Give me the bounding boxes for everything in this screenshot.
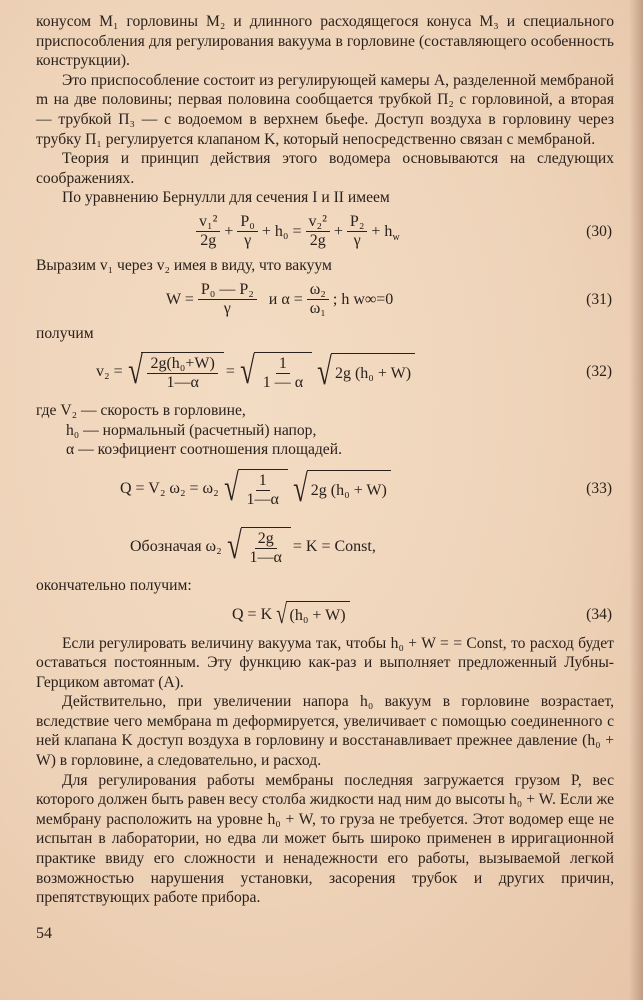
sqrt: √ (h₀ + W) <box>274 601 349 629</box>
equation-32: v₂ = √ $\frac{\text{2g(h₀+W)}}{1—\alpha}$ = √ $\frac{1}{1 — \alpha}$ √ 2g (h₀ + W) (32) <box>96 350 612 394</box>
equation-31: W = $\frac{\text{P₀ — P₂}}{\gamma}$ и α = $\frac{\text{ω₂}}{\text{ω₁}}$ ; h w∞=0 (31) <box>166 281 612 318</box>
book-page <box>36 12 614 943</box>
paragraph-4: По уравнению Бернулли для сечения I и II имеем <box>62 189 390 207</box>
paragraph-9: Действительно, при увеличении напора h₀ вакуум в горловине возрастает, вследствие чего мембрана m деформируется, увеличивает с помощью соединенного с ней клапана K доступ воздуха в горловину и восстанавливает прежнее давление (h₀ + W) в горловине, а следовательно, и расход. <box>36 693 614 770</box>
sqrt: √ $\frac{1}{1 — \alpha}$ <box>237 352 312 392</box>
sqrt: √ 2g (h₀ + W) <box>290 470 391 508</box>
paragraph-8: Если регулировать величину вакуума так, чтобы h₀ + W = = Const, то расход будет оставаться постоянным. Эту функцию как-раз и выполняет предложенный Лубны-Герциком автомат (A). <box>36 634 614 691</box>
definition-item: где V₂ — скорость в горловине, <box>36 402 246 420</box>
fraction: $\frac{\text{P₀}}{\gamma}$ <box>237 213 257 250</box>
sqrt: √ $\frac{\text{2g(h₀+W)}}{1—\alpha}$ <box>125 352 224 392</box>
equation-number: (31) <box>586 290 612 308</box>
paragraph-3: Теория и принцип действия этого водомера основываются на следующих соображениях. <box>36 150 614 187</box>
fraction: $\frac{\text{P₂}}{\gamma}$ <box>347 213 367 250</box>
fraction: $\frac{\text{P₀ — P₂}}{\gamma}$ <box>198 281 257 318</box>
equation-number: (34) <box>586 605 612 623</box>
paragraph-1: конусом M₁ горловины M₂ и длинного расходящегося конуса M₃ и специального приспособления для регулирования вакуума в горловине (составляющего особенность конструкции). <box>36 13 614 70</box>
page-number: 54 <box>36 924 52 942</box>
sqrt: √ 2g (h₀ + W) <box>314 353 415 391</box>
paragraph-5: Выразим v₁ через v₂ имея в виду, что вакуум <box>36 256 332 274</box>
paragraph-6: получим <box>36 324 94 342</box>
paragraph-7: окончательно получим: <box>36 576 192 594</box>
equation-number: (32) <box>586 363 612 381</box>
equation-const: Обозначая ω₂ √ $\frac{2g}{1—\alpha}$ = K = Const, <box>130 524 376 567</box>
fraction: $\frac{\text{v₂²}}{2g}$ <box>306 213 330 250</box>
equation-34: Q = K √ (h₀ + W) (34) <box>232 598 612 630</box>
paragraph-10: Для регулирования работы мембраны последняя загружается грузом P, вес которого должен быть равен весу столба жидкости над ним до высоты h₀ + W. Если же мембрану расположить на уровне h₀ + W, то груза не требуется. Этот водомер еще не испытан в лаборатории, но едва ли может быть широко применен в ирригационной практике ввиду его сложности и ненадежности его работы, вызываемой легкой возможностью нарушения установки, засорения трубок и других причин, препятствующих работе прибора. <box>36 771 614 907</box>
equation-33: Q = V₂ ω₂ = ω₂ √ $\frac{1}{1—\alpha}$ √ 2g (h₀ + W) (33) <box>120 466 612 510</box>
sqrt: √ $\frac{1}{1—\alpha}$ <box>221 469 288 509</box>
definition-item: α — коэфициент соотношения площадей. <box>66 441 342 459</box>
fraction: $\frac{\text{v₁²}}{2g}$ <box>196 213 220 250</box>
paragraph-2: Это приспособление состоит из регулирующей камеры A, разделенной мембраной m на две половины; первая половина сообщается трубкой П₂ с горловиной, а вторая — трубкой П₃ — с водоемом в верхнем бьефе. Доступ воздуха в горловину через трубку П₁ регулируется клапаном K, который непосредственно связан с мембраной. <box>36 71 614 148</box>
definition-item: h₀ — нормальный (расчетный) напор, <box>66 421 317 439</box>
equation-number: (33) <box>586 480 612 498</box>
definitions-list <box>36 401 614 460</box>
fraction: $\frac{\text{ω₂}}{\text{ω₁}}$ <box>307 281 329 318</box>
equation-number: (30) <box>586 223 612 241</box>
page-edge-shadow <box>629 0 643 1000</box>
equation-30: $\frac{\text{v₁²}}{2g}$ + $\frac{\text{P₀}}{\gamma}$ + h₀ = $\frac{\text{v₂²}}{2g}$ + $\frac{\text{P₂}}{\gamma}$ + $h_w$ (30) <box>36 208 614 256</box>
sqrt: √ $\frac{2g}{1—\alpha}$ <box>224 527 291 567</box>
